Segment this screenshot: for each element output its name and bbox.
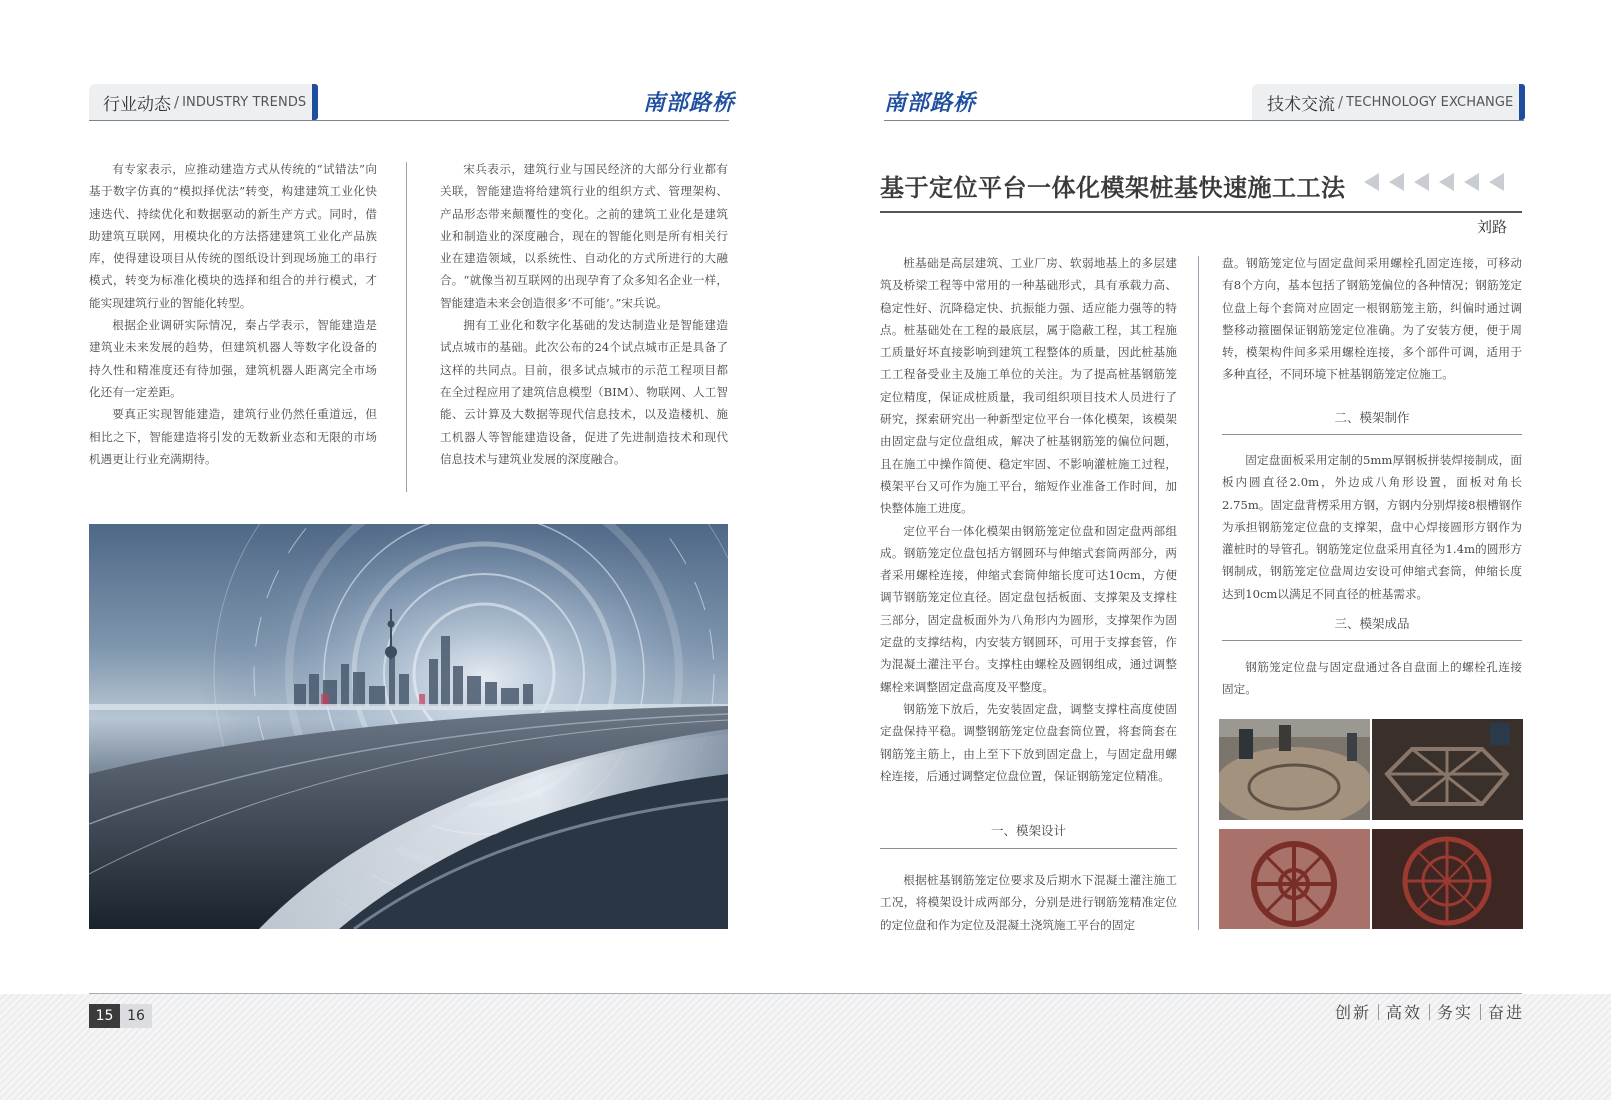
left-section-tab [89,84,314,120]
paragraph: 桩基础是高层建筑、工业厂房、软弱地基上的多层建筑及桥梁工程等中常用的一种基础形式，具有承载力高、稳定性好、沉降稳定快、抗振能力强、适应能力强等的特点。桩基础处在工程的最底层，属于隐蔽工程，其工程施工质量好坏直接影响到建筑工程整体的质量，因此桩基施工工程备受业主及施工单位的关注。为了提高桩基钢筋笼定位精度，保证成桩质量，我司组织项目技术人员进行了研究，探索研究出一种新型定位平台一体化模架，该模架由固定盘与定位盘组成，解决了桩基钢筋笼的偏位问题，且在施工中操作简便、稳定牢固、不影响灌桩施工过程，模架平台又可作为施工平台，缩短作业准备工作时间，加快整体施工进度。 [880,256,1177,516]
page-number-left: 15 [89,1004,120,1028]
right-column-divider [1198,256,1199,930]
right-col-1 [880,252,1177,787]
section-2-body [1222,449,1522,605]
right-col-2 [1222,252,1522,386]
left-section-en: INDUSTRY TRENDS [182,94,307,110]
photo-art [1372,829,1523,929]
section-2-rule [1222,434,1522,435]
left-section-separator: / [174,93,180,111]
slogan-word: 高效 [1385,1003,1422,1022]
paragraph: 宋兵表示，建筑行业与国民经济的大部分行业都有关联，智能建造将给建筑行业的组织方式、管理架构、产品形态带来颠覆性的变化。之前的建筑工业化是建筑业和制造业的深度融合，现在的智能化则是所有相关行业在建造领域，以系统性、自动化的方式所进行的大融合。“就像当初互联网的出现孕育了众多知名企业一样，智能建造未来会创造很多‘不可能’。”宋兵说。 [440,162,728,310]
slogan-word: 创新 [1334,1003,1371,1022]
paragraph: 固定盘面板采用定制的5mm厚钢板拼装焊接制成，面板内圆直径2.0m，外边成八角形设置，面板对角长2.75m。固定盘背楞采用方钢，方钢内分别焊接8根槽钢作为承担钢筋笼定位盘的支撑架，盘中心焊接圆形方钢作为灌桩时的导管孔。钢筋笼定位盘采用直径为1.4m的圆形方钢制成，钢筋笼定位盘周边安设可伸缩式套筒，伸缩长度达到10cm以满足不同直径的桩基需求。 [1222,453,1522,601]
left-logo: 南部路桥 [643,90,736,116]
section-1-heading: 一、模架设计 [990,823,1066,838]
slogan-word: 奋进 [1487,1003,1524,1022]
section-3-heading: 三、模架成品 [1334,616,1410,631]
photo-fixed-plate-workers [1219,719,1370,820]
photo-art [1219,829,1370,929]
right-section-separator: / [1338,93,1344,111]
left-header-rule [89,120,729,121]
slogan-separator [1378,1004,1379,1020]
article-title: 基于定位平台一体化模架桩基快速施工工法 [880,174,1346,202]
left-section-cn: 行业动态 [103,94,171,115]
right-logo: 南部路桥 [884,90,977,116]
triangle-icon [1414,173,1429,191]
right-header-rule [884,120,1524,121]
right-section-en: TECHNOLOGY EXCHANGE [1346,94,1514,110]
title-decoration [1364,173,1504,191]
photo-art [1219,719,1370,820]
footer-rule [89,993,1522,994]
city-highway-art [89,524,728,929]
paragraph: 有专家表示，应推动建造方式从传统的“试错法”向基于数字仿真的“模拟择优法”转变，构建建筑工业化快速迭代、持续优化和数据驱动的新生产方式。同时，借助建筑互联网，用模块化的方法搭建建筑工业化产品族库，使得建设项目从传统的图纸设计到现场施工的串行模式，转变为标准化模块的选择和组合的并行模式，才能实现建筑行业的智能化转型。 [89,162,377,310]
triangle-icon [1389,173,1404,191]
left-col-2 [440,158,728,470]
paragraph: 钢筋笼定位盘与固定盘通过各自盘面上的螺栓孔连接固定。 [1222,660,1522,697]
page-number-right: 16 [120,1004,152,1028]
paragraph: 根据桩基钢筋笼定位要求及后期水下混凝土灌注施工工况，将模架设计成两部分，分别是进行钢筋笼精准定位的定位盘和作为定位及混凝土浇筑施工平台的固定 [880,873,1177,932]
triangle-icon [1364,173,1379,191]
section-1-body [880,869,1177,936]
left-column-divider [406,162,407,492]
photo-red-plate-top [1219,829,1370,929]
section-1-rule [880,848,1177,849]
photo-octagon-frame [1372,719,1523,820]
slogan-separator [1480,1004,1481,1020]
left-tab-accent [312,84,318,120]
right-section-tab [1252,84,1521,120]
city-highway-illustration [89,524,728,929]
slogan-separator [1429,1004,1430,1020]
section-3-rule [1222,640,1522,641]
paragraph: 定位平台一体化模架由钢筋笼定位盘和固定盘两部组成。钢筋笼定位盘包括方钢圆环与伸缩式套筒两部分，两者采用螺栓连接，伸缩式套筒伸缩长度可达10cm，方便调节钢筋笼定位直径。固定盘包括板面、支撑架及支撑柱三部分，固定盘板面外为八角形内为圆形，支撑架作为固定盘的支撑结构，内安装方钢圆环，可用于支撑套管，作为混凝土灌注平台。支撑柱由螺栓及圆钢组成，通过调整螺栓来调整固定盘高度及平整度。 [880,523,1177,694]
paragraph: 钢筋笼下放后，先安装固定盘，调整支撑柱高度使固定盘保持平稳。调整钢筋笼定位盘套筒位置，将套筒套在钢筋笼主筋上，由上至下下放到固定盘上，与固定盘用螺栓连接，后通过调整定位盘位置，保证钢筋笼定位精准。 [880,701,1177,783]
triangle-icon [1464,173,1479,191]
title-rule [880,211,1522,213]
paragraph: 盘。钢筋笼定位与固定盘间采用螺栓孔固定连接，可移动有8个方向，基本包括了钢筋笼偏位的各种情况；钢筋笼定位盘上每个套筒对应固定一根钢筋笼主筋，纠偏时通过调整移动箍圈保证钢筋笼定位准确。为了安装方便，便于周转，模架构件间多采用螺栓连接，多个部件可调，适用于多种直径，不同环境下桩基钢筋笼定位施工。 [1222,256,1522,382]
paragraph: 拥有工业化和数字化基础的发达制造业是智能建造试点城市的基础。此次公布的24个试点城市正是具备了这样的共同点。目前，很多试点城市的示范工程项目都在全过程应用了建筑信息模型（BIM）、物联网、人工智能、云计算及大数据等现代信息技术，以及造楼机、施工机器人等智能建造设备，促进了先进制造技术和现代信息技术与建筑业发展的深度融合。 [440,318,728,466]
article-author: 刘路 [1477,218,1508,236]
photo-red-plate-dark [1372,829,1523,929]
section-2-heading: 二、模架制作 [1334,410,1410,425]
triangle-icon [1439,173,1454,191]
left-col-1 [89,158,377,470]
right-section-cn: 技术交流 [1267,94,1335,115]
section-3-body [1222,656,1522,701]
paragraph: 要真正实现智能建造，建筑行业仍然任重道远，但相比之下，智能建造将引发的无数新业态和无限的市场机遇更让行业充满期待。 [89,407,377,466]
photo-art [1372,719,1523,820]
triangle-icon [1489,173,1504,191]
footer-slogan [1335,1000,1524,1023]
right-tab-accent [1519,84,1525,120]
paragraph: 根据企业调研实际情况，秦占学表示，智能建造是建筑业未来发展的趋势，但建筑机器人等数字化设备的持久性和精准度还有待加强，建筑机器人距离完全市场化还有一定差距。 [89,318,377,399]
slogan-word: 务实 [1436,1003,1473,1022]
